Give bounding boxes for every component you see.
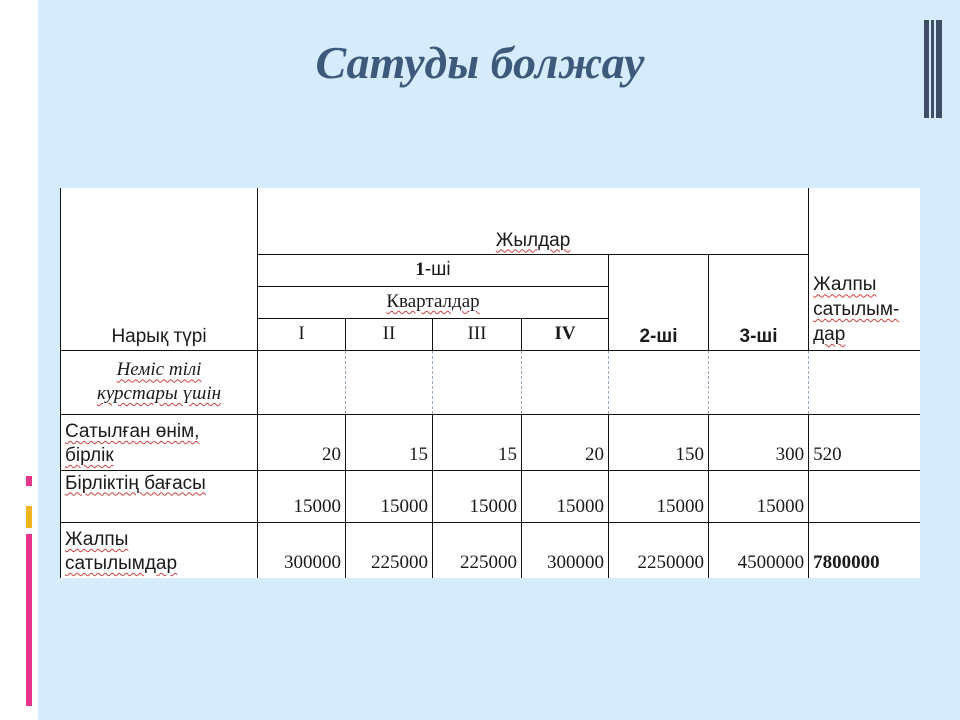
header-total-sales: Жалпы сатылым- дар: [809, 188, 920, 350]
slide-title: Сатуды болжау: [315, 37, 645, 88]
table-cell: 20: [522, 414, 609, 470]
header-year-1: 1-ші: [258, 254, 609, 286]
header-years: Жылдар: [258, 188, 809, 254]
row-label: Жалпы сатылымдар: [61, 522, 258, 578]
table-cell: 300000: [522, 522, 609, 578]
table-cell-grand-total: 7800000: [809, 522, 920, 578]
table-cell: [809, 470, 920, 522]
header-year-2: 2-ші: [609, 254, 709, 350]
header-q2: II: [346, 318, 433, 350]
table-cell: 15: [433, 414, 522, 470]
table-cell: 2250000: [609, 522, 709, 578]
table-cell: 4500000: [709, 522, 809, 578]
table-cell: 15000: [258, 470, 346, 522]
row-label: Бірліктің бағасы: [61, 470, 258, 522]
table-cell: 15000: [522, 470, 609, 522]
header-quarters: Кварталдар: [258, 286, 609, 318]
table-cell: 300000: [258, 522, 346, 578]
section-empty-cell: [609, 350, 709, 414]
table-cell: 20: [258, 414, 346, 470]
table-row-units-sold: [61, 414, 921, 470]
section-empty-cell: [346, 350, 433, 414]
table-cell: 15000: [609, 470, 709, 522]
table-cell: 225000: [433, 522, 522, 578]
table-cell: 15: [346, 414, 433, 470]
section-empty-cell: [809, 350, 920, 414]
section-empty-cell: [522, 350, 609, 414]
table-cell: 15000: [433, 470, 522, 522]
row-label: Сатылған өнім, бірлік: [61, 414, 258, 470]
section-empty-cell: [709, 350, 809, 414]
table-row-total-sales: [61, 522, 921, 578]
table-cell: 15000: [346, 470, 433, 522]
table-row-unit-price: [61, 470, 921, 522]
header-q3: III: [433, 318, 522, 350]
decor-stripes-icon: [924, 20, 942, 118]
table-cell: 150: [609, 414, 709, 470]
section-label: Неміс тілі курстары үшін: [61, 350, 258, 414]
table-cell: 300: [709, 414, 809, 470]
header-q1: I: [258, 318, 346, 350]
left-margin-strip: [0, 0, 38, 720]
decor-bar-pink-top: [26, 476, 32, 486]
table-cell: 520: [809, 414, 920, 470]
section-empty-cell: [258, 350, 346, 414]
header-q4: IV: [522, 318, 609, 350]
decor-bar-pink-long: [26, 534, 32, 706]
section-empty-cell: [433, 350, 522, 414]
table-cell: 225000: [346, 522, 433, 578]
decor-bar-gold: [26, 506, 32, 528]
header-market-type: Нарық түрі: [61, 188, 258, 350]
sales-forecast-table: [60, 188, 920, 578]
table-cell: 15000: [709, 470, 809, 522]
header-year-3: 3-ші: [709, 254, 809, 350]
